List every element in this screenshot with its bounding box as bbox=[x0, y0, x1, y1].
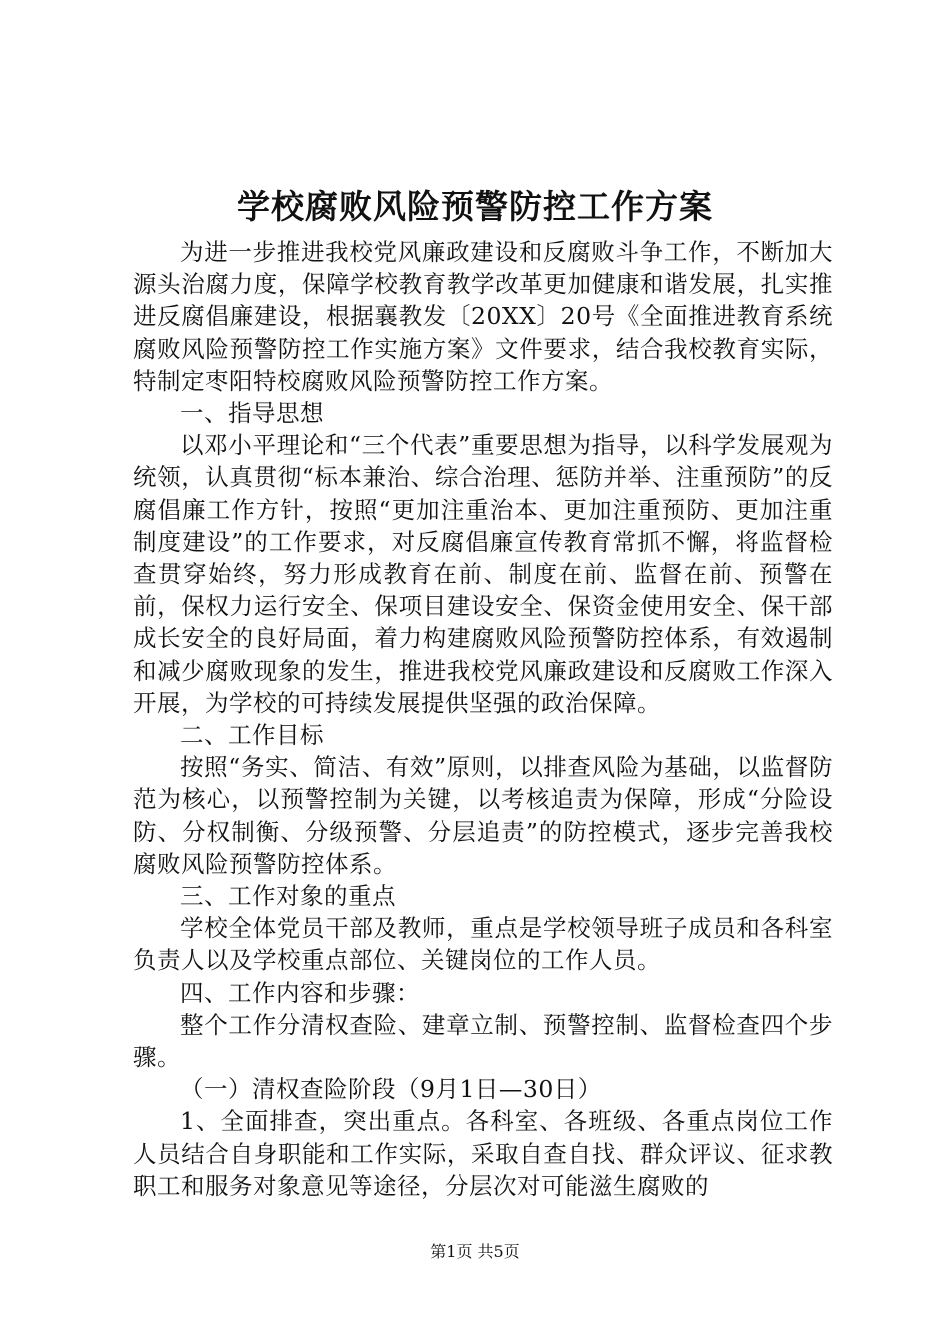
section-heading-work-targets: 三、工作对象的重点 bbox=[180, 882, 396, 911]
section-heading-work-goals: 二、工作目标 bbox=[180, 721, 324, 750]
intro-paragraph: 为进一步推进我校党风廉政建设和反腐败斗争工作，不断加大源头治腐力度，保障学校教育教学改革更加健康和谐发展，扎实推进反腐倡廉建设，根据襄教发〔20XX〕20号《全面推进教育系统腐败风险预警防控工作实施方案》文件要求，结合我校教育实际，特制定枣阳特校腐败风险预警防控工作方案。 bbox=[133, 238, 833, 395]
work-targets-paragraph: 学校全体党员干部及教师，重点是学校领导班子成员和各科室负责人以及学校重点部位、关键岗位的工作人员。 bbox=[133, 914, 833, 975]
work-goals-paragraph: 按照“务实、简洁、有效”原则，以排查风险为基础，以监督防范为核心，以预警控制为关键，以考核追责为保障，形成“分险设防、分权制衡、分级预警、分层追责”的防控模式，逐步完善我校腐败风险预警防控体系。 bbox=[133, 753, 833, 878]
document-title: 学校腐败风险预警防控工作方案 bbox=[237, 187, 713, 226]
section-heading-content-steps: 四、工作内容和步骤： bbox=[180, 978, 420, 1007]
guiding-ideology-paragraph: 以邓小平理论和“三个代表”重要思想为指导，以科学发展观为统领，认真贯彻“标本兼治、综合治理、惩防并举、注重预防”的反腐倡廉工作方针，按照“更加注重治本、更加注重预防、更加注重制度建设”的工作要求，对反腐倡廉宣传教育常抓不懈，将监督检查贯穿始终，努力形成教育在前、制度在前、监督在前、预警在前，保权力运行安全、保项目建设安全、保资金使用安全、保干部成长安全的良好局面，着力构建腐败风险预警防控体系，有效遏制和减少腐败现象的发生，推进我校党风廉政建设和反腐败工作深入开展，为学校的可持续发展提供坚强的政治保障。 bbox=[133, 431, 833, 717]
phase-one-paragraph: 1、全面排查，突出重点。各科室、各班级、各重点岗位工作人员结合自身职能和工作实际，采取自查自找、群众评议、征求教职工和服务对象意见等途径，分层次对可能滋生腐败的 bbox=[133, 1107, 833, 1200]
page-footer: 第1页 共5页 bbox=[430, 1242, 520, 1261]
section-heading-guiding-ideology: 一、指导思想 bbox=[180, 399, 324, 428]
document-body bbox=[133, 236, 833, 1202]
content-steps-paragraph: 整个工作分清权查险、建章立制、预警控制、监督检查四个步骤。 bbox=[133, 1010, 833, 1072]
subsection-heading-phase-one: （一）清权查险阶段（9月1日—30日） bbox=[180, 1075, 602, 1104]
